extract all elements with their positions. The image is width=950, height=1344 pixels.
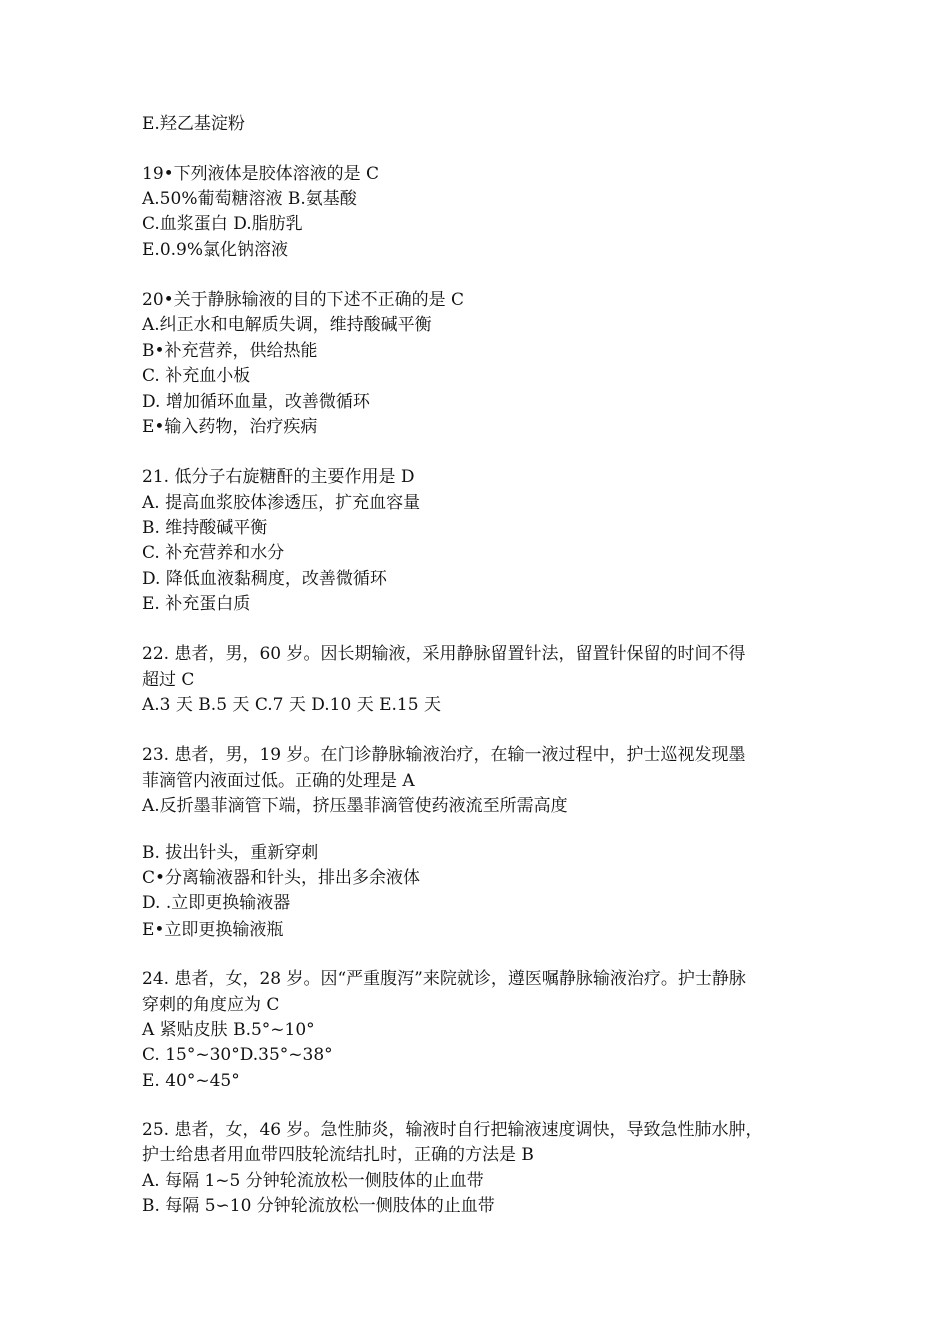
text-line: A. 每隔 1~5 分钟轮流放松一侧肢体的止血带 [142,1171,484,1191]
text-line: A.50%葡萄糖溶液 B.氨基酸 [142,189,357,209]
text-line: D. 降低血液黏稠度，改善微循环 [142,569,387,589]
text-line: C. 补充血小板 [142,366,251,386]
question-24-stem: 24. 患者，女，28 岁。因“严重腹泻”来院就诊，遵医嘱静脉输液治疗。护士静脉 [142,969,746,989]
text-line: C. 15°~30°D.35°~38° [142,1045,333,1065]
question-22-stem: 22. 患者，男，60 岁。因长期输液，采用静脉留置针法，留置针保留的时间不得 [142,644,746,664]
text-line: 超过 C [142,670,195,690]
text-line: E.0.9%氯化钠溶液 [142,240,289,260]
text-line: E.羟乙基淀粉 [142,114,245,134]
text-line: A.纠正水和电解质失调，维持酸碱平衡 [142,315,432,335]
text-line: E. 40°~45° [142,1071,240,1091]
text-line: A.反折墨菲滴管下端，挤压墨菲滴管使药液流至所需高度 [142,796,568,816]
text-line: C. 补充营养和水分 [142,543,285,563]
question-20-stem: 20•关于静脉输液的目的下述不正确的是 C [142,290,465,310]
text-line: 穿刺的角度应为 C [142,995,280,1015]
text-line: B. 维持酸碱平衡 [142,518,268,538]
text-line: C.血浆蛋白 D.脂肪乳 [142,214,303,234]
question-19-stem: 19•下列液体是胶体溶液的是 C [142,164,380,184]
text-line: E•输入药物，治疗疾病 [142,417,318,437]
text-line: A 紧贴皮肤 B.5°~10° [142,1020,315,1040]
question-21-stem: 21. 低分子右旋糖酐的主要作用是 D [142,467,415,487]
text-line: 菲滴管内液面过低。正确的处理是 A [142,771,415,791]
text-line: C•分离输液器和针头，排出多余液体 [142,868,421,888]
text-line: A.3 天 B.5 天 C.7 天 D.10 天 E.15 天 [142,695,441,715]
text-line: D. 增加循环血量，改善微循环 [142,392,370,412]
text-line: E•立即更换输液瓶 [142,920,284,940]
text-line: 护士给患者用血带四肢轮流结扎时，正确的方法是 B [142,1145,534,1165]
question-25-stem: 25. 患者，女，46 岁。急性肺炎，输液时自行把输液速度调快，导致急性肺水肿， [142,1120,763,1140]
text-line: A. 提高血浆胶体渗透压，扩充血容量 [142,493,421,513]
text-line: E. 补充蛋白质 [142,594,251,614]
question-23-stem: 23. 患者，男，19 岁。在门诊静脉输液治疗，在输一液过程中，护士巡视发现墨 [142,745,746,765]
text-line: B. 拔出针头，重新穿刺 [142,843,319,863]
text-line: B•补充营养，供给热能 [142,341,318,361]
text-line: D. .立即更换输液器 [142,893,291,913]
text-line: B. 每隔 5∽10 分钟轮流放松一侧肢体的止血带 [142,1196,495,1216]
